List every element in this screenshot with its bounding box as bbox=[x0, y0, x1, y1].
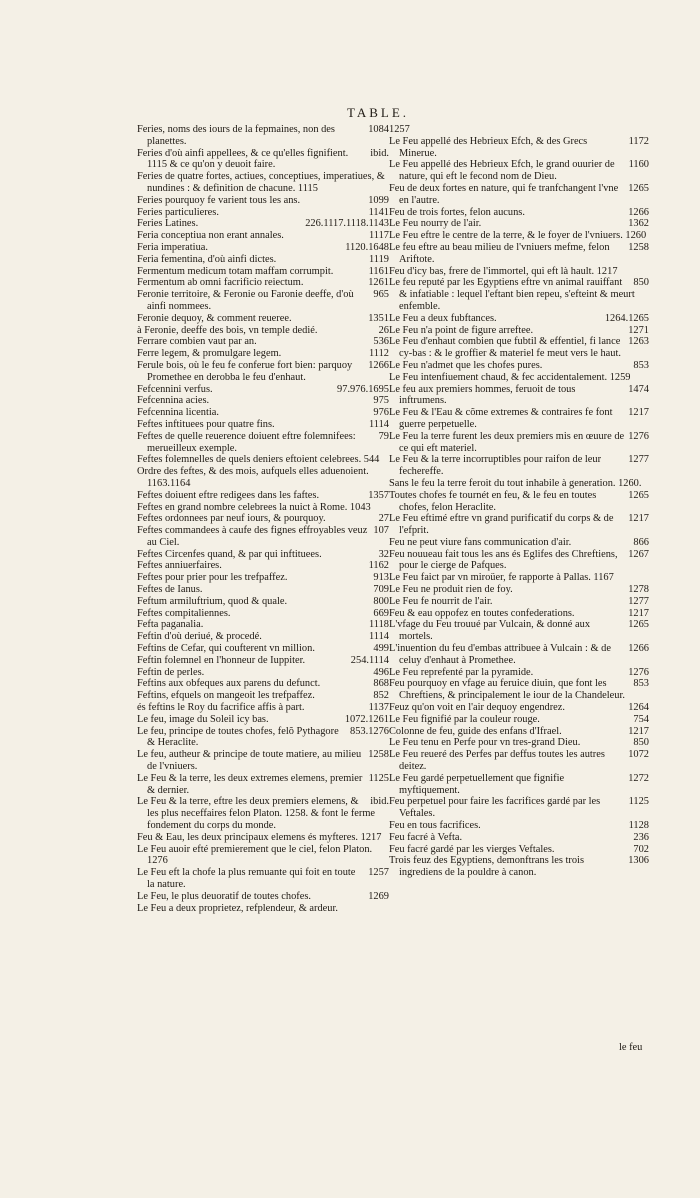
page-reference: 1217 bbox=[628, 725, 649, 737]
index-entry bbox=[389, 277, 649, 312]
entry-text: Fefcennina acies. bbox=[137, 395, 210, 407]
entry-text: Feries particulieres. bbox=[137, 206, 219, 218]
entry-text: Feronie territoire, & Feronie ou Faronie deeffe, d'où ainfi nommees. bbox=[137, 289, 354, 312]
index-entry bbox=[137, 384, 389, 396]
entry-text: Feu pourquoy en vfage au feruice diuin, que font les Chreftiens, & principalement le iour de la Chandeleur. bbox=[389, 678, 625, 702]
page-reference: 853.1276 bbox=[350, 725, 389, 737]
entry-text: Le feu, principe de toutes chofes, felõ Pythagore & Heraclite. bbox=[137, 725, 339, 749]
index-entry bbox=[137, 431, 389, 455]
page-reference: 852 bbox=[373, 690, 389, 702]
index-entry bbox=[137, 289, 389, 313]
page-reference: 27 bbox=[378, 513, 389, 525]
page-reference: 1114 bbox=[368, 418, 389, 430]
page-reference: ibid. bbox=[370, 796, 389, 808]
entry-text: Le feu, autheur & principe de toute matiere, au milieu de l'vniuers. bbox=[137, 749, 362, 773]
entry-text: L'inuention du feu d'embas attribuee à Vulcain : & de celuy d'enhaut à Promethee. bbox=[389, 643, 611, 666]
entry-text: Le Feu reprefenté par la pyramide. bbox=[389, 666, 534, 678]
page-reference: 965 bbox=[373, 289, 389, 301]
page-reference: 709 bbox=[373, 584, 389, 596]
index-entry bbox=[137, 266, 389, 278]
page-reference: 754 bbox=[633, 713, 649, 725]
page-reference: 1266 bbox=[628, 206, 649, 218]
page-reference: 1162 bbox=[368, 560, 389, 572]
index-entry bbox=[389, 336, 649, 360]
entry-text: Feu d'icy bas, frere de l'immortel, qui eft là hault. 1217 bbox=[389, 265, 618, 277]
entry-text: Le Feu a deux fubftances. bbox=[389, 312, 497, 324]
entry-text: L'vfage du Feu trouué par Vulcain, & donné aux mortels. bbox=[389, 619, 591, 643]
index-entry bbox=[137, 678, 389, 690]
entry-text: Feftin d'où deriué, & procedé. bbox=[137, 631, 262, 643]
index-entry bbox=[137, 171, 389, 195]
index-entry bbox=[389, 596, 649, 608]
page-reference: 26 bbox=[378, 324, 389, 336]
entry-text: Le Feu reueré des Perfes par deffus toutes les autres deitez. bbox=[389, 749, 605, 773]
entry-text: Le feu, image du Soleil icy bas. bbox=[137, 713, 269, 725]
entry-text: Feftes ordonnees par neuf iours, & pourquoy. bbox=[137, 513, 326, 525]
index-entry bbox=[137, 796, 389, 831]
entry-text: Ordre des feftes, & des mois, aufquels elles aduenoient. 1163.1164 bbox=[137, 466, 369, 489]
entry-text: Feftins aux obfeques aux parens du defunct. bbox=[137, 678, 321, 690]
index-entry bbox=[137, 867, 389, 891]
page-reference: 868 bbox=[373, 678, 389, 690]
page-reference: 1128 bbox=[628, 820, 649, 832]
entry-text: Le Feu tenu en Perfe pour vn tres-grand Dieu. bbox=[389, 737, 581, 749]
running-header bbox=[0, 104, 700, 122]
index-entry bbox=[389, 726, 649, 738]
index-entry bbox=[137, 325, 389, 337]
index-entry bbox=[389, 372, 649, 384]
index-entry bbox=[389, 325, 649, 337]
page-reference: 669 bbox=[373, 607, 389, 619]
entry-text: Feu perpetuel pour faire les facrifices gardé par les Veftales. bbox=[389, 796, 601, 820]
page-reference: 1277 bbox=[628, 454, 649, 466]
index-entry bbox=[389, 667, 649, 679]
page-reference: 850 bbox=[633, 737, 649, 749]
page-reference: 1258 bbox=[628, 241, 649, 253]
entry-text: Le Feu & la terre, eftre les deux premiers elemens, & les plus neceffaires felon Platon. 1258. & font le ferme fondement du corps du monde. bbox=[137, 796, 376, 832]
page-reference: 1265 bbox=[628, 489, 649, 501]
page-reference: 1258 bbox=[368, 749, 389, 761]
page-reference: 1267 bbox=[628, 548, 649, 560]
entry-text: Feries d'où ainfi appellees, & ce qu'elles fignifient. 1115 & ce qu'on y deuoit faire. bbox=[137, 147, 349, 171]
index-entry bbox=[389, 230, 649, 242]
page-reference: 1072 bbox=[628, 749, 649, 761]
page-reference: 853 bbox=[633, 678, 649, 690]
entry-text: Feu facré à Vefta. bbox=[389, 831, 463, 843]
entry-text: Le Feu eftre le centre de la terre, & le foyer de l'vniuers. 1260 bbox=[389, 230, 647, 242]
index-entry bbox=[137, 195, 389, 207]
entry-text: Feftes compitaliennes. bbox=[137, 607, 231, 619]
index-entry bbox=[137, 690, 389, 702]
entry-text: à Feronie, deeffe des bois, vn temple dedié. bbox=[137, 324, 318, 336]
entry-text: Feftins de Cefar, qui coufterent vn million. bbox=[137, 643, 315, 655]
index-entry bbox=[137, 454, 389, 466]
index-entry bbox=[137, 631, 389, 643]
page-reference: 1125 bbox=[368, 772, 389, 784]
entry-text: Feftes doiuent eftre redigees dans les faftes. bbox=[137, 489, 320, 501]
index-entry bbox=[389, 124, 649, 136]
entry-text: Feftin folemnel en l'honneur de Iuppiter. bbox=[137, 654, 306, 666]
index-entry bbox=[389, 643, 649, 667]
entry-text: Le Feu appellé des Hebrieux Efch, & des Grecs Minerue. bbox=[389, 135, 588, 159]
entry-text: Feftes folemnelles de quels deniers eftoient celebrees. 544 bbox=[137, 454, 380, 466]
index-entry bbox=[137, 655, 389, 667]
index-entry bbox=[137, 844, 389, 868]
page-reference: 1266 bbox=[368, 359, 389, 371]
index-entry bbox=[137, 124, 389, 148]
page-reference: 1084 bbox=[368, 124, 389, 135]
index-entry bbox=[137, 560, 389, 572]
page-reference: 496 bbox=[373, 666, 389, 678]
page-reference: 236 bbox=[633, 831, 649, 843]
entry-text: Feries de quatre fortes, actiues, conceptiues, imperatiues, & nundines : & definition de chacune. 1115 bbox=[137, 171, 385, 194]
page-reference: 1272 bbox=[628, 772, 649, 784]
entry-text: Feftes pour prier pour les trefpaffez. bbox=[137, 572, 288, 584]
page-reference: ibid. bbox=[370, 147, 389, 159]
index-entry bbox=[389, 537, 649, 549]
entry-text: Feu nouueau fait tous les ans és Eglifes des Chreftiens, pour le cierge de Pafques. bbox=[389, 548, 618, 572]
index-entry bbox=[137, 619, 389, 631]
entry-text: Le Feu d'enhaut combien que fubtil & effentiel, fi lance cy-bas : & le groffier & materiel fe meut vers le haut. bbox=[389, 336, 621, 360]
index-entry bbox=[137, 726, 389, 750]
entry-text: Feftes Circenfes quand, & par qui inftituees. bbox=[137, 548, 322, 560]
index-entry bbox=[137, 395, 389, 407]
index-entry bbox=[137, 549, 389, 561]
entry-text: Le Feu fe nourrit de l'air. bbox=[389, 595, 493, 607]
entry-text: Le Feu auoir efté premierement que le ciel, felon Platon. 1276 bbox=[137, 843, 373, 867]
page-reference: 976 bbox=[373, 407, 389, 419]
entry-text: Le feu reputé par les Egyptiens eftre vn animal rauiffant & infatiable : lequel l'eftant bien repeu, s'efteint & meurt enfemble. bbox=[389, 277, 635, 312]
index-entry bbox=[137, 336, 389, 348]
index-entry bbox=[389, 490, 649, 514]
page-reference: 853 bbox=[633, 359, 649, 371]
index-entry bbox=[389, 207, 649, 219]
entry-text: Feftum armiluftrium, quod & quale. bbox=[137, 595, 288, 607]
entry-text: Le Feu eftimé eftre vn grand purificatif du corps & de l'efprit. bbox=[389, 513, 614, 537]
entry-text: Le Feu nourry de l'air. bbox=[389, 218, 482, 230]
entry-text: Le Feu eft la chofe la plus remuante qui foit en toute la nature. bbox=[137, 867, 356, 890]
entry-text: Feftes commandees à caufe des fignes effroyables veuz au Ciel. bbox=[137, 525, 368, 548]
index-entry bbox=[389, 513, 649, 537]
page-reference: 1217 bbox=[628, 513, 649, 525]
index-entry bbox=[137, 207, 389, 219]
entry-text: Le Feu la terre furent les deux premiers mis en œuure de ce qui eft materiel. bbox=[389, 430, 625, 454]
index-entry bbox=[137, 596, 389, 608]
entry-text: Le Feu appellé des Hebrieux Efch, le grand ouurier de nature, qui eft le fecond nom de Dieu. bbox=[389, 159, 615, 183]
page-reference: 1112 bbox=[368, 348, 389, 360]
index-entry bbox=[389, 749, 649, 773]
entry-text: Ferrare combien vaut par an. bbox=[137, 336, 257, 348]
page-reference: 1137 bbox=[368, 702, 389, 714]
page-reference: 1172 bbox=[628, 135, 649, 147]
entry-text: Le Feu, le plus deuoratif de toutes chofes. bbox=[137, 890, 311, 902]
index-entry bbox=[389, 584, 649, 596]
entry-text: Ferre legem, & promulgare legem. bbox=[137, 348, 282, 360]
entry-text: Feu & Eau, les deux principaux elemens és myfteres. 1217 bbox=[137, 831, 382, 843]
page-reference: 866 bbox=[633, 536, 649, 548]
index-entry bbox=[137, 502, 389, 514]
page-reference: 79 bbox=[378, 430, 389, 442]
page-reference: 1266 bbox=[628, 643, 649, 655]
index-entry bbox=[389, 218, 649, 230]
page-reference: 702 bbox=[633, 843, 649, 855]
index-entry bbox=[137, 832, 389, 844]
entry-text: Feronie dequoy, & comment reueree. bbox=[137, 312, 292, 324]
entry-text: Feu de trois fortes, felon aucuns. bbox=[389, 206, 525, 218]
page-reference: 1474 bbox=[628, 383, 649, 395]
index-entry bbox=[137, 891, 389, 903]
entry-text: Fermentum ab omni facrificio reiectum. bbox=[137, 277, 304, 289]
entry-text: Le feu eftre au beau milieu de l'vniuers mefme, felon Ariftote. bbox=[389, 241, 610, 265]
page-reference: 1357 bbox=[368, 489, 389, 501]
entry-text: Feftes inftituees pour quatre fins. bbox=[137, 418, 275, 430]
entry-text: Feftin de perles. bbox=[137, 666, 205, 678]
entry-text: 1257 bbox=[389, 124, 410, 135]
entry-text: Fefta paganalia. bbox=[137, 619, 204, 631]
entry-text: Feria imperatiua. bbox=[137, 241, 208, 253]
page-reference: 913 bbox=[373, 572, 389, 584]
index-entry bbox=[389, 183, 649, 207]
page-reference: 1271 bbox=[628, 324, 649, 336]
page-reference: 1264.1265 bbox=[604, 312, 649, 324]
entry-text: Feries Latines. bbox=[137, 218, 199, 230]
index-entry bbox=[389, 678, 649, 702]
entry-text: Feu facré gardé par les vierges Veftales. bbox=[389, 843, 555, 855]
index-entry bbox=[137, 608, 389, 620]
entry-text: Le Feu n'admet que les chofes pures. bbox=[389, 359, 543, 371]
entry-text: Feria fementina, d'où ainfi dictes. bbox=[137, 253, 277, 265]
index-entry bbox=[137, 702, 389, 714]
index-entry bbox=[137, 903, 389, 915]
page-title: TABLE. bbox=[346, 105, 410, 120]
page-reference: 1277 bbox=[628, 595, 649, 607]
entry-text: Feftes de Ianus. bbox=[137, 584, 203, 596]
page-reference: 1265 bbox=[628, 182, 649, 194]
index-entry bbox=[137, 242, 389, 254]
index-entry bbox=[389, 832, 649, 844]
index-column-right bbox=[389, 124, 649, 879]
index-entry bbox=[389, 572, 649, 584]
page-reference: 1351 bbox=[368, 312, 389, 324]
index-entry bbox=[137, 230, 389, 242]
page-reference: 1261 bbox=[368, 277, 389, 289]
entry-text: Ferule bois, où le feu fe conferue fort bien: parquoy Promethee en derobba le feu d'enhaut. bbox=[137, 359, 353, 383]
entry-text: Le Feu ne produit rien de foy. bbox=[389, 584, 513, 596]
index-entry bbox=[137, 277, 389, 289]
index-entry bbox=[389, 608, 649, 620]
page-reference: 1072.1261 bbox=[344, 713, 389, 725]
index-entry bbox=[389, 549, 649, 573]
page-reference: 1114 bbox=[368, 631, 389, 643]
page-reference: 32 bbox=[378, 548, 389, 560]
page-reference: 1117 bbox=[368, 230, 389, 242]
index-entry bbox=[137, 749, 389, 773]
page-reference: 97.976.1695 bbox=[337, 383, 389, 395]
entry-text: Feu de deux fortes en nature, qui fe tranfchangent l'vne en l'autre. bbox=[389, 182, 619, 206]
entry-text: Feries pourquoy fe varient tous les ans. bbox=[137, 194, 301, 206]
page-reference: 1276 bbox=[628, 430, 649, 442]
entry-text: és feftins le Roy du facrifice affis à part. bbox=[137, 702, 305, 714]
page-reference: 107 bbox=[373, 525, 389, 537]
entry-text: Feftes anniuerfaires. bbox=[137, 560, 222, 572]
entry-text: Le Feu fignifié par la couleur rouge. bbox=[389, 713, 540, 725]
entry-text: Le Feu faict par vn miroüer, fe rapporte à Pallas. 1167 bbox=[389, 572, 614, 584]
index-entry bbox=[389, 407, 649, 431]
entry-text: Le Feu & l'Eau & cõme extremes & contraires fe font guerre perpetuelle. bbox=[389, 407, 613, 430]
index-entry bbox=[389, 313, 649, 325]
page-reference: 1278 bbox=[628, 584, 649, 596]
page-reference: 1125 bbox=[628, 796, 649, 808]
page-reference: 1161 bbox=[368, 265, 389, 277]
page-reference: 1269 bbox=[368, 890, 389, 902]
page-reference: 1217 bbox=[628, 607, 649, 619]
page-reference: 1276 bbox=[628, 666, 649, 678]
index-entry bbox=[389, 242, 649, 266]
page-reference: 1264 bbox=[628, 702, 649, 714]
entry-text: Feftes en grand nombre celebrees la nuict à Rome. 1043 bbox=[137, 501, 371, 513]
index-entry bbox=[389, 431, 649, 455]
index-entry bbox=[137, 584, 389, 596]
page-reference: 1120.1648 bbox=[345, 241, 389, 253]
entry-text: Le Feu & la terre incorruptibles pour raifon de leur fechereffe. bbox=[389, 454, 602, 478]
index-entry bbox=[389, 454, 649, 478]
index-entry bbox=[137, 643, 389, 655]
index-entry bbox=[137, 773, 389, 797]
entry-text: Le Feu & la terre, les deux extremes elemens, premier & dernier. bbox=[137, 772, 363, 796]
index-entry bbox=[137, 513, 389, 525]
entry-text: Feria conceptiua non erant annales. bbox=[137, 230, 284, 242]
entry-text: Toutes chofes fe tournét en feu, & le feu en toutes chofes, felon Heraclite. bbox=[389, 489, 597, 513]
entry-text: Feuz qu'on voit en l'air dequoy engendrez. bbox=[389, 702, 566, 714]
index-entry bbox=[389, 773, 649, 797]
index-entry bbox=[389, 702, 649, 714]
index-entry bbox=[137, 419, 389, 431]
index-entry bbox=[137, 148, 389, 172]
page-reference: 226.1117.1118.1143 bbox=[305, 218, 389, 230]
index-entry bbox=[137, 525, 389, 549]
page-reference: 1217 bbox=[628, 407, 649, 419]
entry-text: Feries, noms des iours de la fepmaines, non des planettes. bbox=[137, 124, 335, 147]
index-entry bbox=[389, 159, 649, 183]
page-reference: 1118 bbox=[368, 619, 389, 631]
index-entry bbox=[137, 360, 389, 384]
entry-text: Fefcennina licentia. bbox=[137, 407, 219, 419]
index-entry bbox=[137, 254, 389, 266]
page-reference: 499 bbox=[373, 643, 389, 655]
page-reference: 975 bbox=[373, 395, 389, 407]
index-entry bbox=[389, 737, 649, 749]
index-entry bbox=[389, 714, 649, 726]
catchword: le feu bbox=[619, 1042, 643, 1053]
index-column-left bbox=[137, 124, 389, 914]
index-entry bbox=[137, 466, 389, 490]
entry-text: Trois feuz des Egyptiens, demonftrans les trois ingrediens de la pouldre à canon. bbox=[389, 855, 584, 879]
index-entry bbox=[389, 478, 649, 490]
index-entry bbox=[389, 360, 649, 372]
index-entry bbox=[137, 714, 389, 726]
index-entry bbox=[137, 348, 389, 360]
entry-text: Feu ne peut viure fans communication d'air. bbox=[389, 536, 572, 548]
index-entry bbox=[137, 572, 389, 584]
page-reference: 1257 bbox=[368, 867, 389, 879]
index-entry bbox=[389, 796, 649, 820]
index-entry bbox=[137, 313, 389, 325]
page-reference: 1362 bbox=[628, 218, 649, 230]
entry-text: Le Feu a deux proprietez, refplendeur, & ardeur. bbox=[137, 902, 338, 914]
entry-text: Le Feu intenfiuement chaud, & fec accidentalement. 1259 bbox=[389, 371, 631, 383]
entry-text: Fefcennini verfus. bbox=[137, 383, 213, 395]
index-entry bbox=[137, 407, 389, 419]
entry-text: Feu en tous facrifices. bbox=[389, 820, 481, 832]
entry-text: Feftes de quelle reuerence doiuent eftre folemnifees: merueilleux exemple. bbox=[137, 430, 356, 454]
index-entry bbox=[389, 266, 649, 278]
entry-text: Le Feu gardé perpetuellement que fignifie myftiquement. bbox=[389, 772, 565, 796]
index-entry bbox=[137, 218, 389, 230]
page-reference: 536 bbox=[373, 336, 389, 348]
index-entry bbox=[137, 490, 389, 502]
entry-text: Fermentum medicum totam maffam corrumpit. bbox=[137, 265, 334, 277]
page-reference: 1306 bbox=[628, 855, 649, 867]
page-reference: 254.1114 bbox=[350, 654, 389, 666]
entry-text: Feftins, efquels on mangeoit les trefpaffez. bbox=[137, 690, 315, 702]
index-entry bbox=[389, 136, 649, 160]
page-reference: 850 bbox=[633, 277, 649, 289]
entry-text: Le feu aux premiers hommes, feruoit de tous inftrumens. bbox=[389, 383, 576, 407]
index-entry bbox=[137, 667, 389, 679]
page-reference: 1265 bbox=[628, 619, 649, 631]
page-reference: 1263 bbox=[628, 336, 649, 348]
index-entry bbox=[389, 820, 649, 832]
page-reference: 1119 bbox=[368, 253, 389, 265]
index-entry bbox=[389, 619, 649, 643]
entry-text: Colonne de feu, guide des enfans d'Ifrael. bbox=[389, 725, 562, 737]
page-reference: 1099 bbox=[368, 194, 389, 206]
page-reference: 800 bbox=[373, 595, 389, 607]
index-entry bbox=[389, 844, 649, 856]
entry-text: Le Feu n'a point de figure arreftee. bbox=[389, 324, 534, 336]
page-reference: 1141 bbox=[368, 206, 389, 218]
index-entry bbox=[389, 855, 649, 879]
entry-text: Sans le feu la terre feroit du tout inhabile à generation. 1260. bbox=[389, 477, 642, 489]
page-reference: 1160 bbox=[628, 159, 649, 171]
entry-text: Feu & eau oppofez en toutes confederations. bbox=[389, 607, 575, 619]
index-entry bbox=[389, 384, 649, 408]
